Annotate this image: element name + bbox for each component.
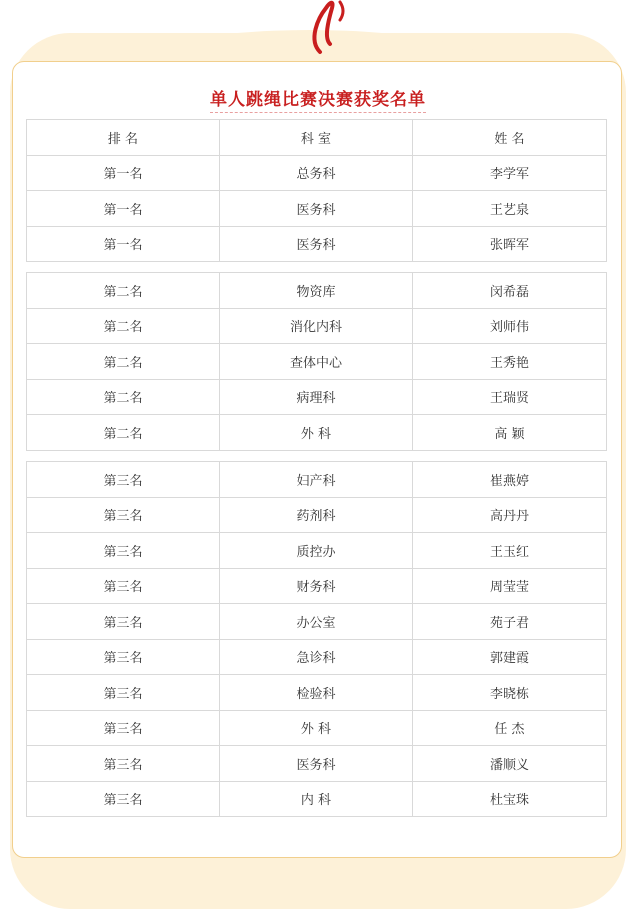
rank-cell: 第二名 xyxy=(27,273,220,309)
rank-cell: 第三名 xyxy=(27,533,220,569)
dept-cell: 医务科 xyxy=(220,226,413,262)
dept-cell: 药剂科 xyxy=(220,497,413,533)
rank-cell: 第三名 xyxy=(27,604,220,640)
name-cell: 李晓栋 xyxy=(413,675,607,711)
table-row xyxy=(27,781,607,817)
name-cell: 高丹丹 xyxy=(413,497,607,533)
name-cell: 王秀艳 xyxy=(413,344,607,380)
table-row xyxy=(27,639,607,675)
dept-cell: 外 科 xyxy=(220,710,413,746)
dept-cell: 妇产科 xyxy=(220,462,413,498)
name-cell: 王瑞贤 xyxy=(413,379,607,415)
table-row xyxy=(27,415,607,451)
name-cell: 任 杰 xyxy=(413,710,607,746)
table-row xyxy=(27,462,607,498)
table-row xyxy=(27,604,607,640)
rank-cell: 第二名 xyxy=(27,379,220,415)
rank-cell: 第三名 xyxy=(27,462,220,498)
dept-cell: 内 科 xyxy=(220,781,413,817)
name-cell: 高 颖 xyxy=(413,415,607,451)
table-row xyxy=(27,710,607,746)
rank-cell: 第三名 xyxy=(27,781,220,817)
table-header-row xyxy=(27,120,607,156)
name-cell: 王艺泉 xyxy=(413,191,607,227)
name-cell: 张晖军 xyxy=(413,226,607,262)
table-row xyxy=(27,308,607,344)
rank-cell: 第三名 xyxy=(27,710,220,746)
name-cell: 潘顺义 xyxy=(413,746,607,782)
rank-cell: 第三名 xyxy=(27,639,220,675)
dept-cell: 物资库 xyxy=(220,273,413,309)
table-row xyxy=(27,226,607,262)
header-dept: 科 室 xyxy=(220,120,413,156)
dept-cell: 检验科 xyxy=(220,675,413,711)
header-name: 姓 名 xyxy=(413,120,607,156)
dept-cell: 总务科 xyxy=(220,155,413,191)
winners-table-third xyxy=(26,461,607,817)
name-cell: 刘师伟 xyxy=(413,308,607,344)
name-cell: 杜宝珠 xyxy=(413,781,607,817)
dept-cell: 病理科 xyxy=(220,379,413,415)
winners-table-second xyxy=(26,272,607,451)
dept-cell: 外 科 xyxy=(220,415,413,451)
dept-cell: 医务科 xyxy=(220,746,413,782)
rank-cell: 第三名 xyxy=(27,497,220,533)
rank-cell: 第一名 xyxy=(27,226,220,262)
dept-cell: 办公室 xyxy=(220,604,413,640)
table-row xyxy=(27,533,607,569)
page-title: 单人跳绳比赛决赛获奖名单 xyxy=(210,85,426,113)
page-title-wrap xyxy=(0,85,636,113)
dept-cell: 医务科 xyxy=(220,191,413,227)
dept-cell: 质控办 xyxy=(220,533,413,569)
rank-cell: 第三名 xyxy=(27,568,220,604)
table-row xyxy=(27,344,607,380)
table-row xyxy=(27,273,607,309)
rank-cell: 第二名 xyxy=(27,344,220,380)
dept-cell: 急诊科 xyxy=(220,639,413,675)
name-cell: 苑子君 xyxy=(413,604,607,640)
name-cell: 闵希磊 xyxy=(413,273,607,309)
rank-cell: 第二名 xyxy=(27,308,220,344)
table-row xyxy=(27,497,607,533)
table-row xyxy=(27,155,607,191)
header-rank: 排 名 xyxy=(27,120,220,156)
winners-table-first xyxy=(26,119,607,262)
rank-cell: 第一名 xyxy=(27,191,220,227)
rank-cell: 第三名 xyxy=(27,675,220,711)
table-row xyxy=(27,675,607,711)
name-cell: 李学军 xyxy=(413,155,607,191)
name-cell: 周莹莹 xyxy=(413,568,607,604)
name-cell: 王玉红 xyxy=(413,533,607,569)
red-ribbon-decoration xyxy=(300,0,360,60)
name-cell: 郭建霞 xyxy=(413,639,607,675)
rank-cell: 第二名 xyxy=(27,415,220,451)
rank-cell: 第一名 xyxy=(27,155,220,191)
rank-cell: 第三名 xyxy=(27,746,220,782)
dept-cell: 消化内科 xyxy=(220,308,413,344)
table-row xyxy=(27,568,607,604)
table-row xyxy=(27,191,607,227)
name-cell: 崔燕婷 xyxy=(413,462,607,498)
table-row xyxy=(27,379,607,415)
dept-cell: 财务科 xyxy=(220,568,413,604)
table-row xyxy=(27,746,607,782)
dept-cell: 查体中心 xyxy=(220,344,413,380)
